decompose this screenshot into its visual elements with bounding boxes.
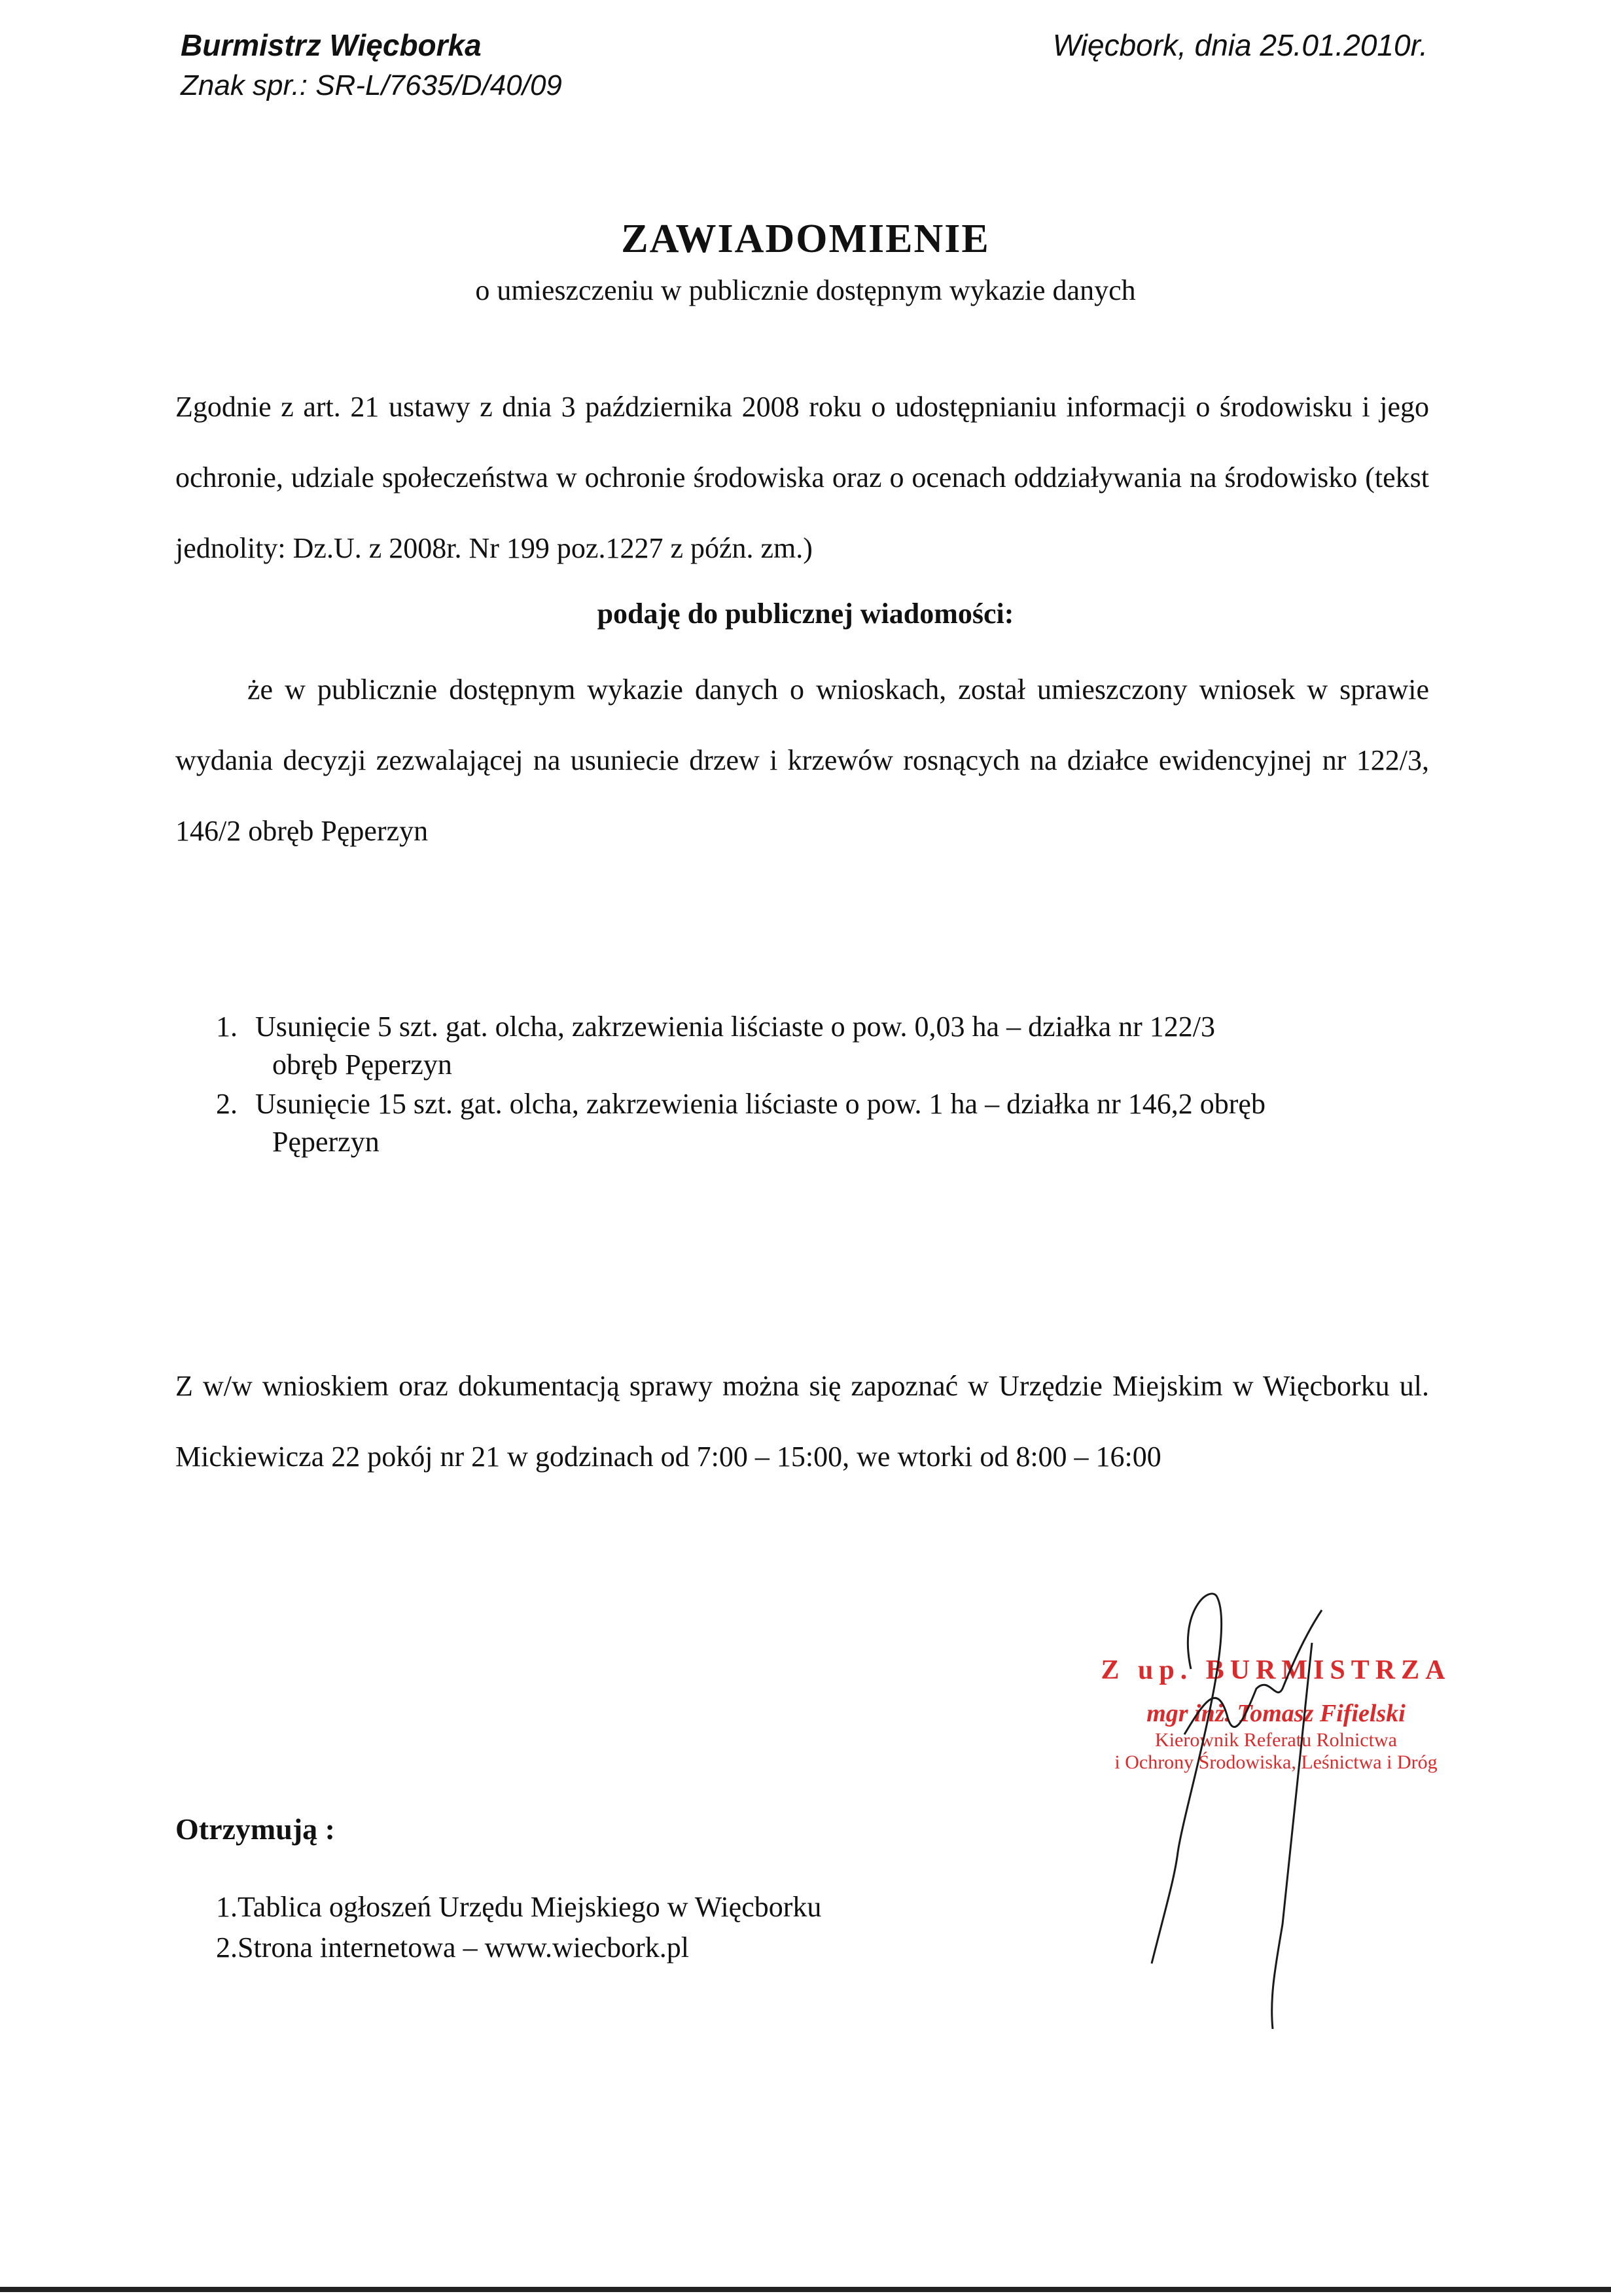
notice-body-paragraph: że w publicznie dostępnym wykazie danych o wnioskach, został umieszczony wniosek w sprawie wydania decyzji zezwalającej na usuniecie drzew i krzewów rosnących na działce ewidencyjnej nr 122/3, 146/2 obręb Pęperzyn	[175, 673, 1429, 847]
list-item	[216, 1008, 1429, 1084]
recipients-heading: Otrzymują :	[175, 1812, 335, 1846]
stamp-position-line1: Kierownik Referatu Rolnictwa	[1155, 1729, 1397, 1751]
stamp-heading: Z up. BURMISTRZA	[1101, 1655, 1451, 1685]
list-item-number: 2.	[216, 1088, 238, 1120]
issuer-name: Burmistrz Więcborka	[181, 28, 482, 62]
recipient-item	[216, 1890, 821, 1924]
list-item-text: Usunięcie 15 szt. gat. olcha, zakrzewienia liściaste o pow. 1 ha – działka nr 146,2 obręb	[255, 1088, 1266, 1120]
recipient-number: 2.	[216, 1931, 238, 1964]
list-item-continuation: obręb Pęperzyn	[272, 1049, 452, 1081]
place-date: Więcbork, dnia 25.01.2010r.	[1052, 28, 1428, 62]
handwritten-signature	[1086, 1571, 1453, 2029]
reference-number: Znak spr.: SR-L/7635/D/40/09	[181, 69, 562, 101]
scan-bottom-edge	[0, 2287, 1611, 2292]
stamp-position-line2: i Ochrony Środowiska, Leśnictwa i Dróg	[1114, 1751, 1438, 1773]
announcement-heading: podaję do publicznej wiadomości:	[597, 598, 1014, 630]
legal-basis-paragraph: Zgodnie z art. 21 ustawy z dnia 3 października 2008 roku o udostępnianiu informacji o środowisku i jego ochronie, udziale społeczeństwa w ochronie środowiska oraz o ocenach oddziaływania na środowisko (tekst jednolity: Dz.U. z 2008r. Nr 199 poz.1227 z późn. zm.)	[175, 391, 1429, 564]
list-item-number: 1.	[216, 1011, 238, 1043]
list-item	[216, 1085, 1429, 1161]
closing-paragraph: Z w/w wnioskiem oraz dokumentacją sprawy można się zapoznać w Urzędzie Miejskim w Więcborku ul. Mickiewicza 22 pokój nr 21 w godzinach od 7:00 – 15:00, we wtorki od 8:00 – 16:00	[175, 1370, 1429, 1473]
stamp-name: mgr inż. Tomasz Fifielski	[1146, 1700, 1406, 1727]
document-subtitle: o umieszczeniu w publicznie dostępnym wykazie danych	[475, 274, 1136, 306]
recipient-item	[216, 1931, 689, 1964]
recipient-number: 1.	[216, 1891, 238, 1923]
document-title: ZAWIADOMIENIE	[621, 217, 990, 261]
recipient-text: Strona internetowa – www.wiecbork.pl	[238, 1931, 689, 1964]
list-item-continuation: Pęperzyn	[272, 1126, 380, 1158]
list-item-text: Usunięcie 5 szt. gat. olcha, zakrzewienia liściaste o pow. 0,03 ha – działka nr 122/3	[255, 1011, 1215, 1043]
recipient-text: Tablica ogłoszeń Urzędu Miejskiego w Więcborku	[238, 1891, 822, 1923]
